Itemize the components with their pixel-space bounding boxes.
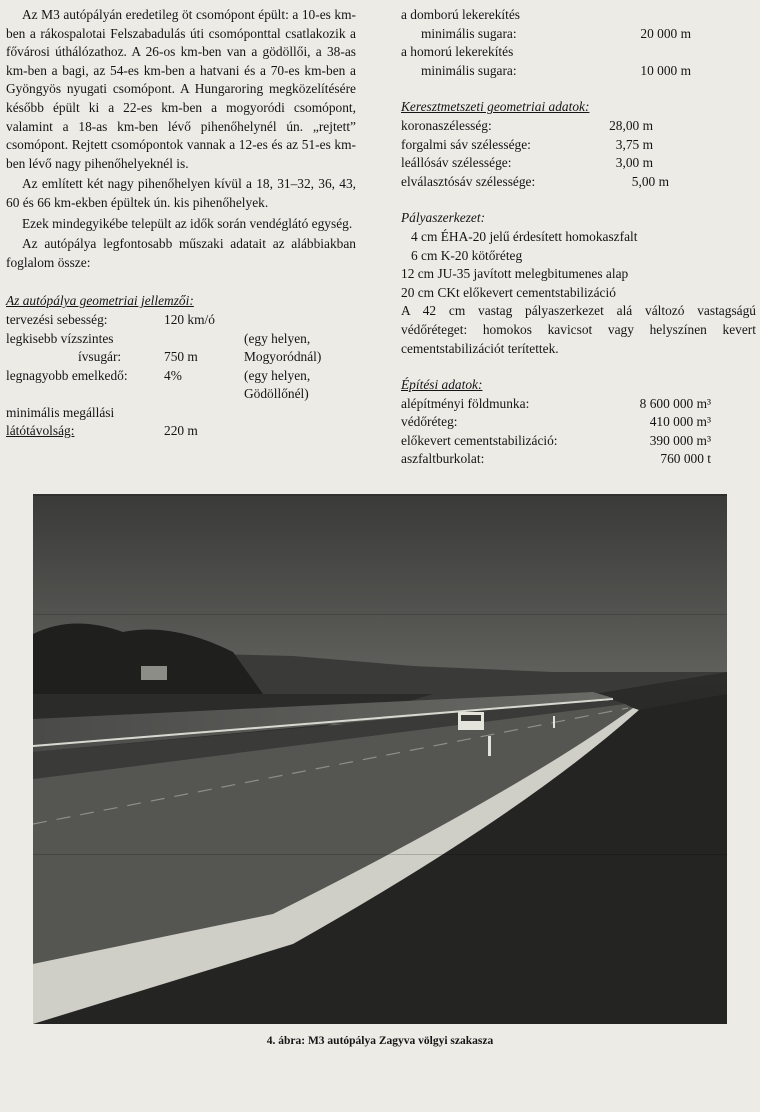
construction-row bbox=[401, 413, 756, 432]
cross-row bbox=[401, 154, 756, 173]
cross-row bbox=[401, 136, 756, 155]
min-radius-label-2: ívsugár: bbox=[78, 349, 122, 365]
construction-row bbox=[401, 432, 756, 451]
sight-label-2: látótávolság: bbox=[6, 423, 75, 439]
construction-label: előkevert cementstabilizáció: bbox=[401, 432, 558, 448]
sight-value: 220 m bbox=[164, 423, 198, 439]
right-column bbox=[401, 6, 756, 469]
convex-label-2: minimális sugara: bbox=[421, 25, 517, 41]
cross-value: 5,00 m bbox=[631, 173, 669, 189]
intro-paragraph-4: Az autópálya legfontosabb műszaki adatait az alábbiakban foglalom össze: bbox=[6, 236, 356, 270]
construction-value: 410 000 m³ bbox=[649, 414, 711, 430]
pavement-layer: 20 cm CKt előkevert cementstabilizáció bbox=[401, 284, 616, 300]
pavement-layer: 6 cm K-20 kötőréteg bbox=[411, 247, 523, 263]
convex-row bbox=[401, 6, 756, 43]
concave-row bbox=[401, 43, 756, 80]
concave-label-1: a homorú lekerekítés bbox=[401, 44, 514, 60]
figure-caption: 4. ábra: M3 autópálya Zagyva völgyi szakasza bbox=[266, 1035, 494, 1047]
intro-paragraph-1: Az M3 autópályán eredetileg öt csomópont épült: a 10-es km-ben a rákospalotai Felszabadulás úti csomóponttal csatlakozik a fővárosi úthálózathoz. A 26-os km-ben van a gödöllői, a 38-as km-ben a bagi, az 54-es km-ben a hatvani és a 70-es km-ben a Gyöngyös nyugati csomópont. A Hungaroring megközelítésére később épült ki a 22-es km-ben a mogyoródi csomópont, valamint a 18-as km-ben lévő pihenőhelynél ún. „rejtett” csomópont. Rejtett csomópontok vannak a 12-es és az 51-es km-ben lévő nagy pihenőhelyeknél is. bbox=[6, 7, 356, 171]
max-grade-label: legnagyobb emelkedő: bbox=[6, 367, 128, 383]
cross-row bbox=[401, 117, 756, 136]
concave-value: 10 000 m bbox=[640, 62, 691, 78]
left-column bbox=[6, 6, 356, 441]
construction-label: aszfaltburkolat: bbox=[401, 451, 485, 467]
construction-value: 8 600 000 m³ bbox=[639, 395, 711, 411]
cross-value: 3,75 m bbox=[615, 136, 653, 152]
cross-label: elválasztósáv szélessége: bbox=[401, 173, 536, 189]
min-radius-row bbox=[6, 330, 356, 367]
motorway-photo bbox=[33, 494, 727, 1024]
design-speed-row bbox=[6, 311, 356, 330]
cross-value: 28,00 m bbox=[609, 117, 653, 133]
motorway-photo-illustration bbox=[33, 494, 727, 1024]
max-grade-value: 4% bbox=[164, 367, 182, 383]
cross-label: forgalmi sáv szélessége: bbox=[401, 136, 531, 152]
intro-paragraph-2: Az említett két nagy pihenőhelyen kívül a 18, 31–32, 36, 43, 60 és 66 km-ekben épültek ún. kis pihenőhelyek. bbox=[6, 176, 356, 210]
max-grade-note: (egy helyen, Gödöllőnél) bbox=[244, 367, 311, 402]
construction-label: védőréteg: bbox=[401, 414, 458, 430]
construction-row bbox=[401, 450, 756, 469]
pavement-note: A 42 cm vastag pályaszerkezet alá változó vastagságú védőréteget: homokos kavicsot vagy helyszínen kevert cementstabilizációt terítettek. bbox=[401, 303, 756, 356]
min-radius-label-1: legkisebb vízszintes bbox=[6, 330, 114, 346]
sight-row bbox=[6, 404, 356, 441]
design-speed-value: 120 km/ó bbox=[164, 311, 215, 327]
pavement-layer: 4 cm ÉHA-20 jelű érdesített homokaszfalt bbox=[411, 228, 638, 244]
cross-row bbox=[401, 173, 756, 192]
max-grade-row bbox=[6, 367, 356, 404]
min-radius-note: (egy helyen, Mogyoródnál) bbox=[244, 330, 322, 365]
min-radius-value: 750 m bbox=[164, 349, 198, 365]
convex-value: 20 000 m bbox=[640, 25, 691, 41]
construction-value: 390 000 m³ bbox=[649, 432, 711, 448]
construction-value: 760 000 t bbox=[660, 451, 711, 467]
pavement-layer: 12 cm JU-35 javított melegbitumenes alap bbox=[401, 266, 629, 282]
cross-label: koronaszélesség: bbox=[401, 117, 492, 133]
convex-label-1: a domború lekerekítés bbox=[401, 7, 520, 22]
construction-label: alépítményi földmunka: bbox=[401, 395, 530, 411]
cross-value: 3,00 m bbox=[615, 155, 653, 171]
sight-label-1: minimális megállási bbox=[6, 404, 115, 420]
cross-label: leállósáv szélessége: bbox=[401, 155, 512, 171]
intro-paragraph-3: Ezek mindegyikébe települt az idők során vendéglátó egység. bbox=[22, 215, 353, 231]
construction-row bbox=[401, 395, 756, 414]
pavement-heading: Pályaszerkezet: bbox=[401, 210, 486, 226]
geometry-heading: Az autópálya geometriai jellemzői: bbox=[6, 293, 194, 309]
design-speed-label: tervezési sebesség: bbox=[6, 311, 108, 327]
cross-section-heading: Keresztmetszeti geometriai adatok: bbox=[401, 99, 590, 115]
concave-label-2: minimális sugara: bbox=[421, 62, 517, 78]
construction-heading: Építési adatok: bbox=[401, 377, 483, 393]
